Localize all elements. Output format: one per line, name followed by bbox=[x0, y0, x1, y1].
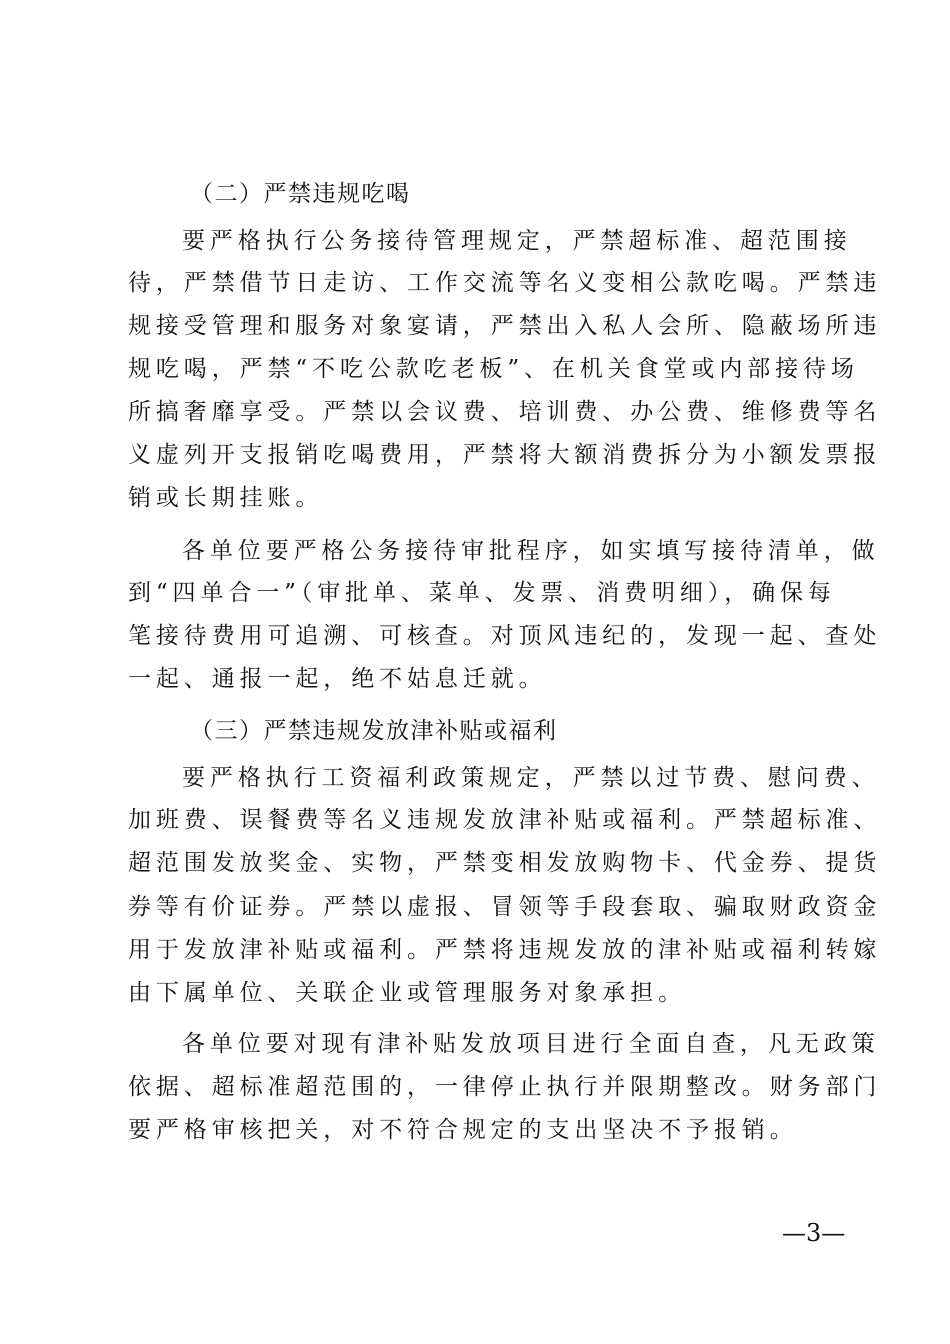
paragraph-line: 由下属单位、关联企业或管理服务对象承担。 bbox=[128, 980, 686, 1006]
paragraph-line: 销或长期挂账。 bbox=[128, 485, 324, 511]
paragraph-line: 各单位要严格公务接待审批程序，如实填写接待清单，做 bbox=[182, 538, 880, 564]
paragraph-line: 要严格执行工资福利政策规定，严禁以过节费、慰问费、 bbox=[182, 765, 880, 791]
paragraph-line: 规接受管理和服务对象宴请，严禁出入私人会所、隐蔽场所违 bbox=[128, 313, 882, 339]
paragraph-line: 义虚列开支报销吃喝费用，严禁将大额消费拆分为小额发票报 bbox=[128, 442, 882, 468]
paragraph-line: 要严格执行公务接待管理规定，严禁超标准、超范围接 bbox=[182, 228, 852, 254]
paragraph-line: 依据、超标准超范围的，一律停止执行并限期整改。财务部门 bbox=[128, 1074, 882, 1100]
paragraph-line: 到“四单合一”（审批单、菜单、发票、消费明细），确保每 bbox=[128, 580, 836, 606]
paragraph-line: 一起、通报一起，绝不姑息迁就。 bbox=[128, 666, 547, 692]
paragraph-line: 所搞奢靡享受。严禁以会议费、培训费、办公费、维修费等名 bbox=[128, 399, 882, 425]
section-heading: （二）严禁违规吃喝 bbox=[190, 181, 411, 207]
paragraph-line: 笔接待费用可追溯、可核查。对顶风违纪的，发现一起、查处 bbox=[128, 623, 882, 649]
paragraph-line: 券等有价证券。严禁以虚报、冒领等手段套取、骗取财政资金 bbox=[128, 894, 882, 920]
paragraph-line: 超范围发放奖金、实物，严禁变相发放购物卡、代金券、提货 bbox=[128, 850, 882, 876]
page-number: —3— bbox=[782, 1219, 846, 1247]
section-heading: （三）严禁违规发放津补贴或福利 bbox=[190, 718, 558, 744]
paragraph-line: 规吃喝，严禁“不吃公款吃老板”、在机关食堂或内部接待场 bbox=[128, 356, 859, 382]
paragraph-line: 加班费、误餐费等名义违规发放津补贴或福利。严禁超标准、 bbox=[128, 807, 882, 833]
paragraph-line: 要严格审核把关，对不符合规定的支出坚决不予报销。 bbox=[128, 1117, 798, 1143]
paragraph-line: 用于发放津补贴或福利。严禁将违规发放的津补贴或福利转嫁 bbox=[128, 937, 882, 963]
paragraph-line: 各单位要对现有津补贴发放项目进行全面自查，凡无政策 bbox=[182, 1031, 880, 1057]
paragraph-line: 待，严禁借节日走访、工作交流等名义变相公款吃喝。严禁违 bbox=[128, 270, 882, 296]
